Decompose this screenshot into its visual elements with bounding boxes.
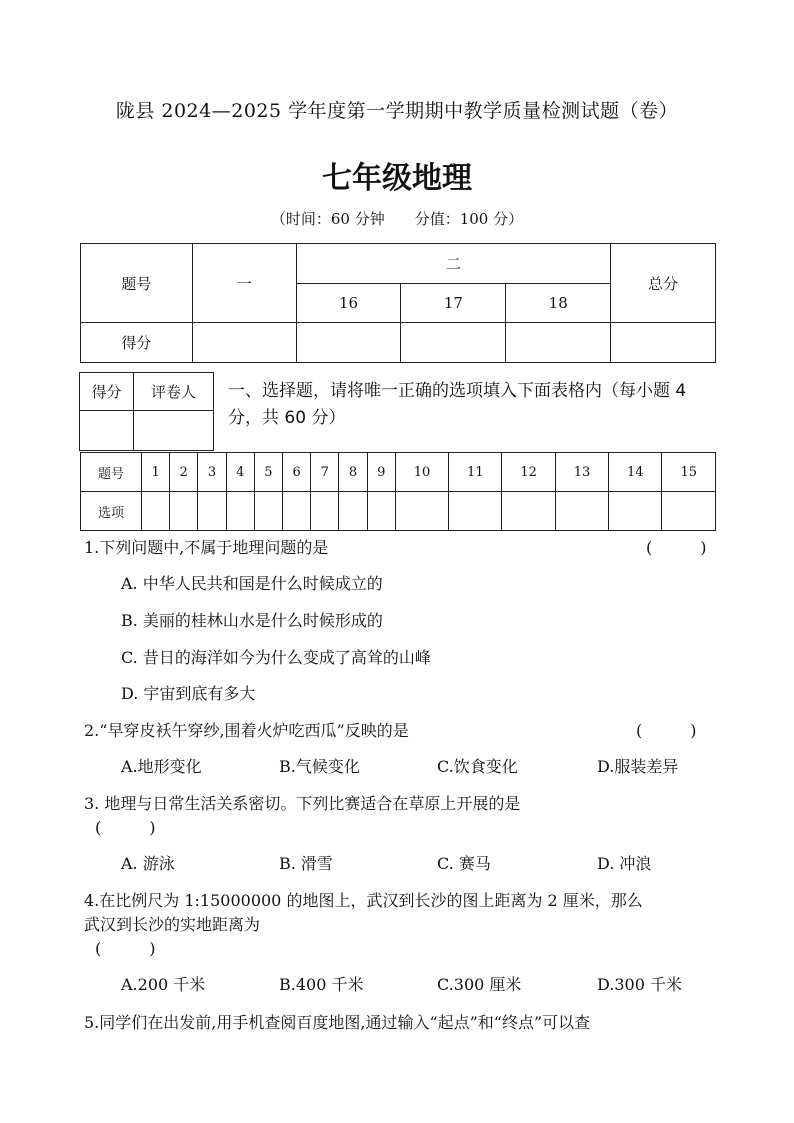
question-4-option-d: D.300 千米 bbox=[597, 975, 682, 994]
answer-cell bbox=[555, 492, 608, 531]
answer-cell bbox=[502, 492, 555, 531]
question-3-option-d: D. 冲浪 bbox=[597, 854, 652, 873]
answer-cell bbox=[226, 492, 254, 531]
answer-number: 8 bbox=[339, 453, 367, 492]
answer-number: 11 bbox=[449, 453, 502, 492]
answer-number: 2 bbox=[170, 453, 198, 492]
answer-cell bbox=[311, 492, 339, 531]
sub-question-18: 18 bbox=[506, 284, 611, 323]
grader-box bbox=[79, 372, 214, 451]
score-cell bbox=[506, 323, 611, 363]
question-2-option-d: D.服装差异 bbox=[597, 757, 679, 776]
answer-number: 7 bbox=[311, 453, 339, 492]
question-2-option-b: B.气候变化 bbox=[279, 757, 360, 776]
question-4-stem-line-2: 武汉到长沙的实地距离为 bbox=[84, 915, 261, 934]
question-4-option-a: A.200 千米 bbox=[121, 975, 206, 994]
score-summary-table bbox=[80, 243, 716, 363]
question-3-stem: 3. 地理与日常生活关系密切。下列比赛适合在草原上开展的是 bbox=[84, 794, 521, 813]
part-one-header: 一 bbox=[192, 244, 296, 323]
answer-cell bbox=[339, 492, 367, 531]
answer-number: 9 bbox=[367, 453, 395, 492]
answer-cell bbox=[142, 492, 170, 531]
section-one-title: 一、选择题，请将唯一正确的选项填入下面表格内（每小题 4 分，共 60 分） bbox=[228, 381, 687, 428]
score-cell bbox=[296, 323, 401, 363]
score-cell bbox=[401, 323, 506, 363]
question-1-answer-paren: ( ) bbox=[646, 538, 707, 557]
question-4-option-c: C.300 厘米 bbox=[437, 975, 522, 994]
answer-cell bbox=[367, 492, 395, 531]
question-2-option-c: C.饮食变化 bbox=[437, 757, 518, 776]
answer-cell bbox=[254, 492, 282, 531]
subject-title: 七年级地理 bbox=[322, 161, 472, 196]
part-two-header: 二 bbox=[296, 244, 610, 284]
question-4-stem-line-1: 4.在比例尺为 1:15000000 的地图上，武汉到长沙的图上距离为 2 厘米，那么 bbox=[84, 891, 643, 910]
answer-grid bbox=[80, 452, 716, 531]
question-1-option-d: D. 宇宙到底有多大 bbox=[121, 684, 256, 703]
question-2-option-a: A.地形变化 bbox=[121, 757, 202, 776]
answer-number: 13 bbox=[555, 453, 608, 492]
grader-score-cell bbox=[80, 411, 134, 451]
answer-number: 14 bbox=[609, 453, 662, 492]
answer-number: 3 bbox=[198, 453, 226, 492]
exam-header-title: 陇县 2024—2025 学年度第一学期期中教学质量检测试题（卷） bbox=[115, 100, 679, 122]
answer-cell bbox=[283, 492, 311, 531]
sub-question-17: 17 bbox=[401, 284, 506, 323]
question-5-stem: 5.同学们在出发前,用手机查阅百度地图,通过输入“起点”和“终点”可以查 bbox=[84, 1013, 591, 1032]
answer-cell bbox=[449, 492, 502, 531]
question-4-option-b: B.400 千米 bbox=[279, 975, 364, 994]
score-cell bbox=[192, 323, 296, 363]
row-label-question-number: 题号 bbox=[81, 244, 193, 323]
grader-name-cell bbox=[133, 411, 213, 451]
question-3-option-c: C. 赛马 bbox=[437, 854, 491, 873]
answer-number: 5 bbox=[254, 453, 282, 492]
answer-row-label: 题号 bbox=[81, 453, 142, 492]
answer-number: 10 bbox=[395, 453, 448, 492]
answer-cell bbox=[198, 492, 226, 531]
time-score-info: （时间：60 分钟 分值：100 分） bbox=[270, 210, 524, 228]
question-3-option-b: B. 滑雪 bbox=[279, 854, 333, 873]
question-1-option-b: B. 美丽的桂林山水是什么时候形成的 bbox=[121, 611, 383, 630]
question-4-answer-paren: ( ) bbox=[95, 939, 156, 958]
answer-row-label: 选项 bbox=[81, 492, 142, 531]
question-3-option-a: A. 游泳 bbox=[121, 854, 175, 873]
answer-cell bbox=[609, 492, 662, 531]
question-2-stem: 2.“早穿皮袄午穿纱,围着火炉吃西瓜”反映的是 bbox=[84, 721, 409, 740]
answer-cell bbox=[170, 492, 198, 531]
question-2-answer-paren: ( ) bbox=[636, 721, 697, 740]
answer-cell bbox=[395, 492, 448, 531]
sub-question-16: 16 bbox=[296, 284, 401, 323]
question-1-option-a: A. 中华人民共和国是什么时候成立的 bbox=[121, 574, 383, 593]
question-3-answer-paren: ( ) bbox=[95, 818, 156, 837]
grader-score-label: 得分 bbox=[80, 373, 134, 411]
answer-number: 4 bbox=[226, 453, 254, 492]
question-1-option-c: C. 昔日的海洋如今为什么变成了高耸的山峰 bbox=[121, 648, 431, 667]
answer-number: 6 bbox=[283, 453, 311, 492]
answer-number: 1 bbox=[142, 453, 170, 492]
grader-name-label: 评卷人 bbox=[133, 373, 213, 411]
row-label-score: 得分 bbox=[81, 323, 193, 363]
answer-number: 12 bbox=[502, 453, 555, 492]
answer-cell bbox=[662, 492, 716, 531]
answer-number: 15 bbox=[662, 453, 716, 492]
total-header: 总分 bbox=[611, 244, 716, 323]
score-cell bbox=[611, 323, 716, 363]
question-1-stem: 1.下列问题中,不属于地理问题的是 bbox=[84, 538, 329, 557]
